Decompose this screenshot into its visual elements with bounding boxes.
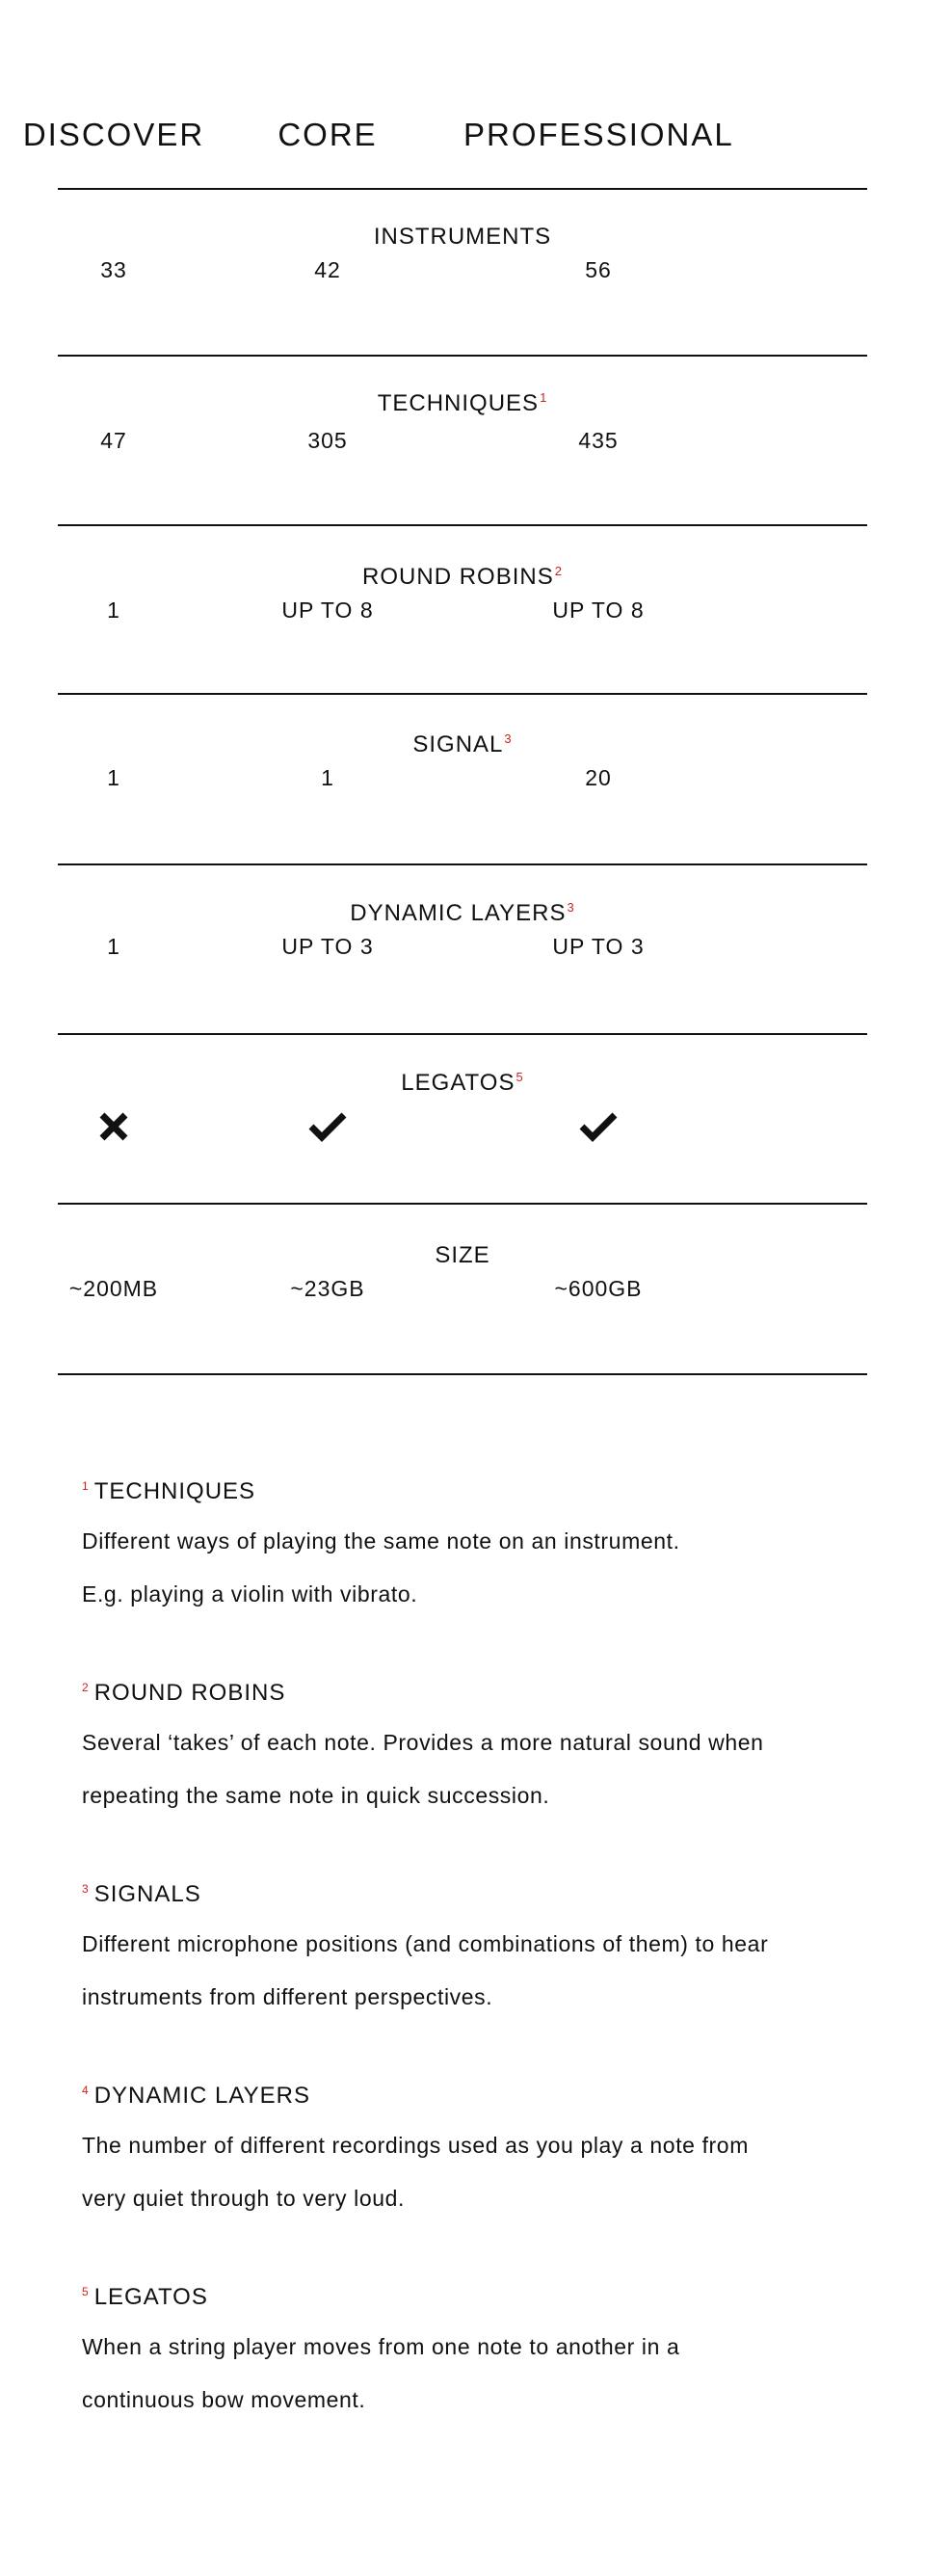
discover-value: 33 bbox=[100, 257, 127, 282]
discover-value: 1 bbox=[107, 765, 120, 790]
row-title: INSTRUMENTS bbox=[373, 224, 552, 250]
discover-value: 1 bbox=[107, 934, 120, 959]
column-professional: PROFESSIONAL bbox=[463, 117, 734, 152]
row-dynamic-layers bbox=[58, 897, 867, 1067]
footnote-text: Different microphone positions (and combinations of them) to hear instruments from different perspectives. bbox=[82, 1931, 769, 2009]
footnote-techniques bbox=[82, 1474, 853, 1621]
footnote-marker: 2 bbox=[554, 564, 563, 578]
footnote-title: $^3$ SIGNALS bbox=[82, 1881, 201, 1907]
footnote-text: The number of different recordings used as you play a note from very quiet through to very loud. bbox=[82, 2133, 749, 2211]
footnote-title: $^4$ DYNAMIC LAYERS bbox=[82, 2083, 310, 2109]
footnote-text: Different ways of playing the same note on an instrument. E.g. playing a violin with vibrato. bbox=[82, 1528, 680, 1607]
footnote-number: 5 bbox=[82, 2285, 90, 2298]
row-title: TECHNIQUES$^1$ bbox=[377, 390, 548, 416]
row-instruments bbox=[58, 221, 867, 390]
footnote-title: $^1$ TECHNIQUES bbox=[82, 1478, 256, 1504]
divider bbox=[58, 524, 867, 526]
row-size bbox=[58, 1239, 867, 1409]
tier-header bbox=[22, 104, 867, 166]
row-title: SIGNAL$^3$ bbox=[412, 731, 513, 757]
divider bbox=[58, 355, 867, 357]
core-value: 42 bbox=[314, 257, 341, 282]
professional-value: ~600GB bbox=[554, 1276, 643, 1301]
footnote-round-robins bbox=[82, 1676, 853, 1822]
row-round-robins bbox=[58, 561, 867, 730]
divider bbox=[58, 863, 867, 865]
divider bbox=[58, 693, 867, 695]
footnote-dynamic-layers bbox=[82, 2079, 853, 2225]
footnote-title: $^5$ LEGATOS bbox=[82, 2284, 208, 2310]
row-title: LEGATOS$^5$ bbox=[401, 1070, 524, 1096]
divider bbox=[58, 188, 867, 190]
footnote-legatos bbox=[82, 2280, 853, 2427]
discover-value: ~200MB bbox=[68, 1276, 159, 1301]
row-techniques bbox=[58, 387, 867, 557]
footnotes bbox=[82, 1474, 853, 2427]
row-legatos bbox=[58, 1067, 867, 1236]
footnote-number: 4 bbox=[82, 2084, 90, 2097]
professional-value: 435 bbox=[578, 428, 619, 453]
row-title: SIZE bbox=[435, 1242, 490, 1268]
check-icon bbox=[463, 1105, 733, 1148]
footnote-marker: 5 bbox=[515, 1070, 524, 1084]
divider bbox=[58, 1203, 867, 1205]
column-discover: DISCOVER bbox=[22, 117, 205, 152]
footnote-number: 1 bbox=[82, 1479, 90, 1493]
discover-value: 47 bbox=[100, 428, 127, 453]
footnote-marker: 3 bbox=[567, 900, 575, 915]
column-core: CORE bbox=[278, 117, 378, 152]
footnote-number: 3 bbox=[82, 1882, 90, 1896]
professional-value: UP TO 8 bbox=[552, 598, 645, 623]
professional-value: 20 bbox=[585, 765, 612, 790]
footnote-marker: 1 bbox=[540, 390, 548, 405]
discover-value: 1 bbox=[107, 598, 120, 623]
footnote-text: When a string player moves from one note to another in a continuous bow movement. bbox=[82, 2334, 680, 2412]
core-value: UP TO 8 bbox=[281, 598, 374, 623]
divider bbox=[58, 1033, 867, 1035]
professional-value: UP TO 3 bbox=[552, 934, 645, 959]
row-title: DYNAMIC LAYERS$^3$ bbox=[350, 900, 575, 926]
core-value: UP TO 3 bbox=[281, 934, 374, 959]
divider bbox=[58, 1373, 867, 1375]
footnote-number: 2 bbox=[82, 1681, 90, 1694]
row-signal bbox=[58, 729, 867, 898]
footnote-marker: 3 bbox=[504, 731, 513, 746]
professional-value: 56 bbox=[585, 257, 612, 282]
core-value: 305 bbox=[307, 428, 348, 453]
check-icon bbox=[193, 1105, 462, 1148]
footnote-text: Several ‘takes’ of each note. Provides a more natural sound when repeating the same note in quick succession. bbox=[82, 1730, 764, 1808]
row-title: ROUND ROBINS$^2$ bbox=[362, 564, 563, 590]
footnote-signals bbox=[82, 1877, 853, 2024]
footnote-title: $^2$ ROUND ROBINS bbox=[82, 1680, 286, 1706]
core-value: ~23GB bbox=[290, 1276, 365, 1301]
core-value: 1 bbox=[321, 765, 334, 790]
